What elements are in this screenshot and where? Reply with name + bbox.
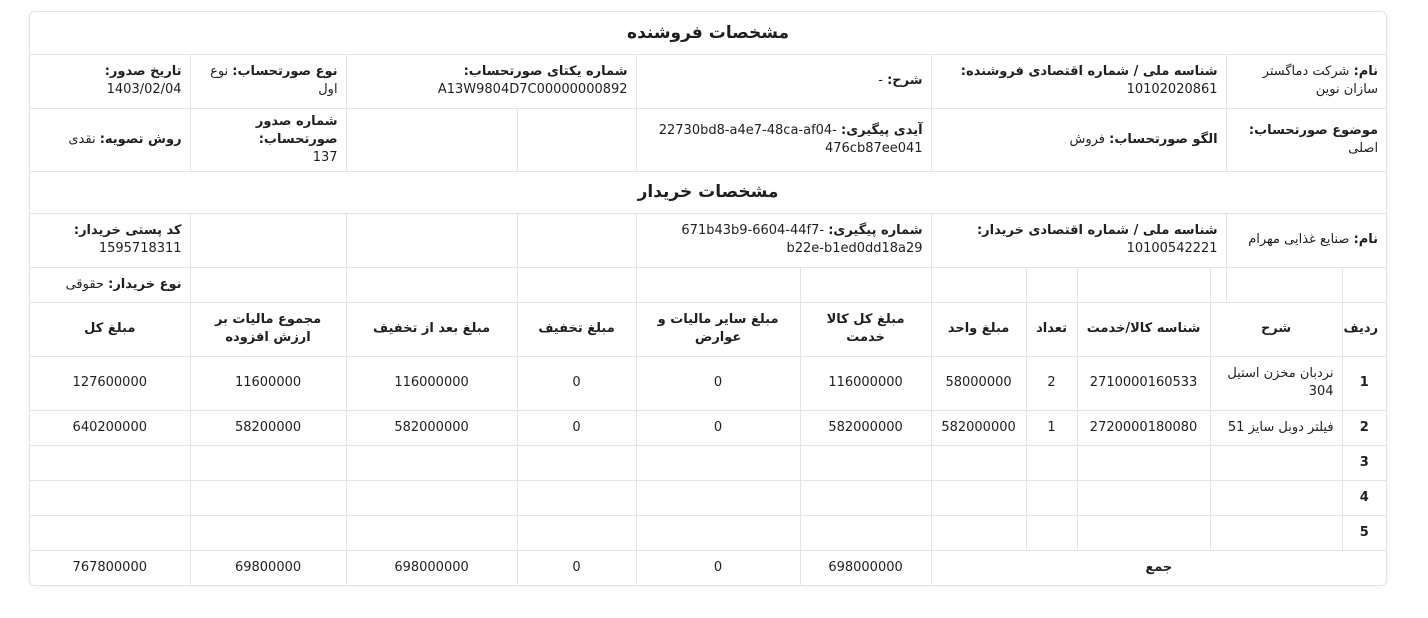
empty-cell bbox=[800, 267, 931, 302]
table-row bbox=[30, 445, 1386, 480]
empty-cell bbox=[931, 267, 1026, 302]
row-description bbox=[1210, 515, 1342, 550]
buyer-tracking-no-value: 671b43b9-6604-44f7-b22e-b1ed0dd18a29 bbox=[681, 223, 923, 256]
row-after-discount: 116000000 bbox=[346, 356, 517, 410]
row-vat-total: 11600000 bbox=[190, 356, 346, 410]
invoice-pattern-cell bbox=[931, 108, 1226, 171]
buyer-tracking-no-cell bbox=[636, 213, 931, 267]
tracking-id-value: 22730bd8-a4e7-48ca-af04-476cb87ee041 bbox=[658, 122, 923, 156]
empty-cell bbox=[346, 267, 517, 302]
buyer-type-cell bbox=[30, 267, 190, 302]
row-unit-price: 58000000 bbox=[931, 356, 1026, 410]
row-total-goods bbox=[800, 480, 931, 515]
seller-national-id-label: شناسه ملی / شماره اقتصادی فروشنده: bbox=[960, 64, 1218, 79]
empty-cell bbox=[1026, 267, 1077, 302]
seller-description-label: شرح: bbox=[887, 73, 923, 88]
row-quantity bbox=[1026, 445, 1077, 480]
row-quantity bbox=[1026, 480, 1077, 515]
items-header-row bbox=[30, 302, 1386, 356]
row-number: 2 bbox=[1342, 410, 1386, 445]
invoice-subject-label: موضوع صورتحساب: bbox=[1248, 122, 1379, 138]
invoice-subject-value: اصلی bbox=[1348, 140, 1379, 156]
invoice-unique-no-value: A13W9804D7C00000000892 bbox=[437, 82, 628, 97]
row-grand-total: 127600000 bbox=[30, 356, 190, 410]
empty-cell bbox=[1210, 267, 1226, 302]
settlement-label: روش تصویه: bbox=[99, 131, 182, 147]
buyer-type-value: حقوقی bbox=[65, 276, 104, 292]
empty-cell bbox=[1077, 267, 1210, 302]
total-grand: 767800000 bbox=[30, 550, 190, 585]
row-total-goods bbox=[800, 445, 931, 480]
row-quantity: 1 bbox=[1026, 410, 1077, 445]
table-row bbox=[30, 356, 1386, 410]
invoice-type-label: نوع صورتحساب: bbox=[232, 64, 338, 79]
seller-national-id-cell bbox=[931, 54, 1226, 108]
row-vat-total bbox=[190, 480, 346, 515]
invoice-pattern-label: الگو صورتحساب: bbox=[1109, 131, 1218, 147]
row-product-id: 2710000160533 bbox=[1077, 356, 1210, 410]
row-vat-total bbox=[190, 445, 346, 480]
row-after-discount bbox=[346, 445, 517, 480]
empty-cell bbox=[517, 213, 636, 267]
row-discount: 0 bbox=[517, 410, 636, 445]
buyer-postal-code-cell bbox=[30, 213, 190, 267]
seller-name-label: نام: bbox=[1353, 64, 1379, 79]
row-total-goods: 582000000 bbox=[800, 410, 931, 445]
header-grand-total: مبلغ کل bbox=[30, 302, 190, 356]
row-number: 5 bbox=[1342, 515, 1386, 550]
empty-cell bbox=[1226, 267, 1342, 302]
header-other-taxes: مبلغ سایر مالیات و عوارض bbox=[636, 302, 800, 356]
empty-cell bbox=[517, 267, 636, 302]
seller-section-title: مشخصات فروشنده bbox=[30, 12, 1386, 54]
row-description bbox=[1210, 445, 1342, 480]
row-total-goods: 116000000 bbox=[800, 356, 931, 410]
header-vat-total: مجموع مالیات بر ارزش افزوده bbox=[190, 302, 346, 356]
row-discount bbox=[517, 445, 636, 480]
row-unit-price: 582000000 bbox=[931, 410, 1026, 445]
buyer-national-id-cell bbox=[931, 213, 1226, 267]
seller-name-cell bbox=[1226, 54, 1386, 108]
row-grand-total: 640200000 bbox=[30, 410, 190, 445]
row-unit-price bbox=[931, 515, 1026, 550]
header-after-discount: مبلغ بعد از تخفیف bbox=[346, 302, 517, 356]
table-row bbox=[30, 480, 1386, 515]
empty-cell bbox=[517, 108, 636, 171]
row-vat-total: 58200000 bbox=[190, 410, 346, 445]
row-discount bbox=[517, 480, 636, 515]
invoice-type-value: نوع اول bbox=[210, 64, 338, 97]
row-quantity: 2 bbox=[1026, 356, 1077, 410]
row-after-discount bbox=[346, 515, 517, 550]
header-quantity: تعداد bbox=[1026, 302, 1077, 356]
row-number: 3 bbox=[1342, 445, 1386, 480]
buyer-national-id-value: 10100542221 bbox=[1126, 241, 1218, 256]
seller-name-value: شرکت دماگستر سازان نوین bbox=[1262, 64, 1379, 97]
buyer-postal-code-value: 1595718311 bbox=[98, 241, 182, 256]
buyer-tracking-no-label: شماره پیگیری: bbox=[828, 223, 923, 238]
row-description: نردبان مخزن استیل 304 bbox=[1210, 356, 1342, 410]
tracking-id-cell bbox=[636, 108, 931, 171]
row-description bbox=[1210, 480, 1342, 515]
total-after-discount: 698000000 bbox=[346, 550, 517, 585]
row-product-id bbox=[1077, 480, 1210, 515]
invoice-unique-no-cell bbox=[346, 54, 636, 108]
total-goods: 698000000 bbox=[800, 550, 931, 585]
invoice-unique-no-label: شماره یکتای صورتحساب: bbox=[463, 64, 628, 79]
table-row bbox=[30, 515, 1386, 550]
total-label: جمع bbox=[931, 550, 1386, 585]
header-unit-price: مبلغ واحد bbox=[931, 302, 1026, 356]
total-other-taxes: 0 bbox=[636, 550, 800, 585]
row-other-taxes: 0 bbox=[636, 356, 800, 410]
row-total-goods bbox=[800, 515, 931, 550]
issue-date-label: تاریخ صدور: bbox=[104, 64, 182, 79]
row-description: فیلتر دوبل سایز 51 bbox=[1210, 410, 1342, 445]
row-discount bbox=[517, 515, 636, 550]
header-product-id: شناسه کالا/خدمت bbox=[1077, 302, 1210, 356]
row-product-id bbox=[1077, 445, 1210, 480]
total-discount: 0 bbox=[517, 550, 636, 585]
row-other-taxes bbox=[636, 515, 800, 550]
row-product-id bbox=[1077, 515, 1210, 550]
totals-row bbox=[30, 550, 1386, 585]
buyer-name-label: نام: bbox=[1353, 232, 1379, 247]
row-quantity bbox=[1026, 515, 1077, 550]
total-vat: 69800000 bbox=[190, 550, 346, 585]
row-product-id: 2720000180080 bbox=[1077, 410, 1210, 445]
table-row bbox=[30, 410, 1386, 445]
seller-national-id-value: 10102020861 bbox=[1126, 82, 1218, 97]
invoice-pattern-value: فروش bbox=[1069, 131, 1106, 147]
row-grand-total bbox=[30, 480, 190, 515]
header-discount: مبلغ تخفیف bbox=[517, 302, 636, 356]
buyer-name-cell bbox=[1226, 213, 1386, 267]
settlement-value: نقدی bbox=[68, 131, 96, 147]
empty-cell bbox=[346, 213, 517, 267]
row-other-taxes: 0 bbox=[636, 410, 800, 445]
row-discount: 0 bbox=[517, 356, 636, 410]
empty-cell bbox=[190, 213, 346, 267]
header-row-no: ردیف bbox=[1342, 302, 1386, 356]
row-after-discount: 582000000 bbox=[346, 410, 517, 445]
buyer-name-value: صنایع غذایی مهرام bbox=[1248, 232, 1350, 247]
row-unit-price bbox=[931, 445, 1026, 480]
tracking-id-label: آیدی پیگیری: bbox=[841, 122, 923, 138]
invoice-table bbox=[30, 12, 1386, 585]
empty-cell bbox=[190, 267, 346, 302]
row-grand-total bbox=[30, 515, 190, 550]
invoice-card bbox=[29, 11, 1387, 586]
seller-description-cell bbox=[636, 54, 931, 108]
header-description: شرح bbox=[1210, 302, 1342, 356]
header-total-goods: مبلغ کل کالا خدمت bbox=[800, 302, 931, 356]
empty-cell bbox=[1342, 267, 1386, 302]
empty-cell bbox=[346, 108, 517, 171]
invoice-type-cell bbox=[190, 54, 346, 108]
empty-cell bbox=[636, 267, 800, 302]
invoice-subject-cell bbox=[1226, 108, 1386, 171]
row-after-discount bbox=[346, 480, 517, 515]
row-grand-total bbox=[30, 445, 190, 480]
row-number: 4 bbox=[1342, 480, 1386, 515]
buyer-postal-code-label: کد پستی خریدار: bbox=[73, 223, 182, 238]
issue-no-label: شماره صدور صورتحساب: bbox=[255, 113, 338, 147]
row-other-taxes bbox=[636, 445, 800, 480]
issue-no-cell bbox=[190, 108, 346, 171]
issue-no-value: 137 bbox=[312, 149, 338, 165]
buyer-national-id-label: شناسه ملی / شماره اقتصادی خریدار: bbox=[976, 223, 1218, 238]
issue-date-value: 1403/02/04 bbox=[106, 82, 182, 97]
row-unit-price bbox=[931, 480, 1026, 515]
seller-description-value: - bbox=[878, 73, 883, 88]
settlement-cell bbox=[30, 108, 190, 171]
issue-date-cell bbox=[30, 54, 190, 108]
buyer-type-label: نوع خریدار: bbox=[108, 276, 182, 292]
row-vat-total bbox=[190, 515, 346, 550]
buyer-section-title: مشخصات خریدار bbox=[30, 171, 1386, 213]
row-other-taxes bbox=[636, 480, 800, 515]
row-number: 1 bbox=[1342, 356, 1386, 410]
